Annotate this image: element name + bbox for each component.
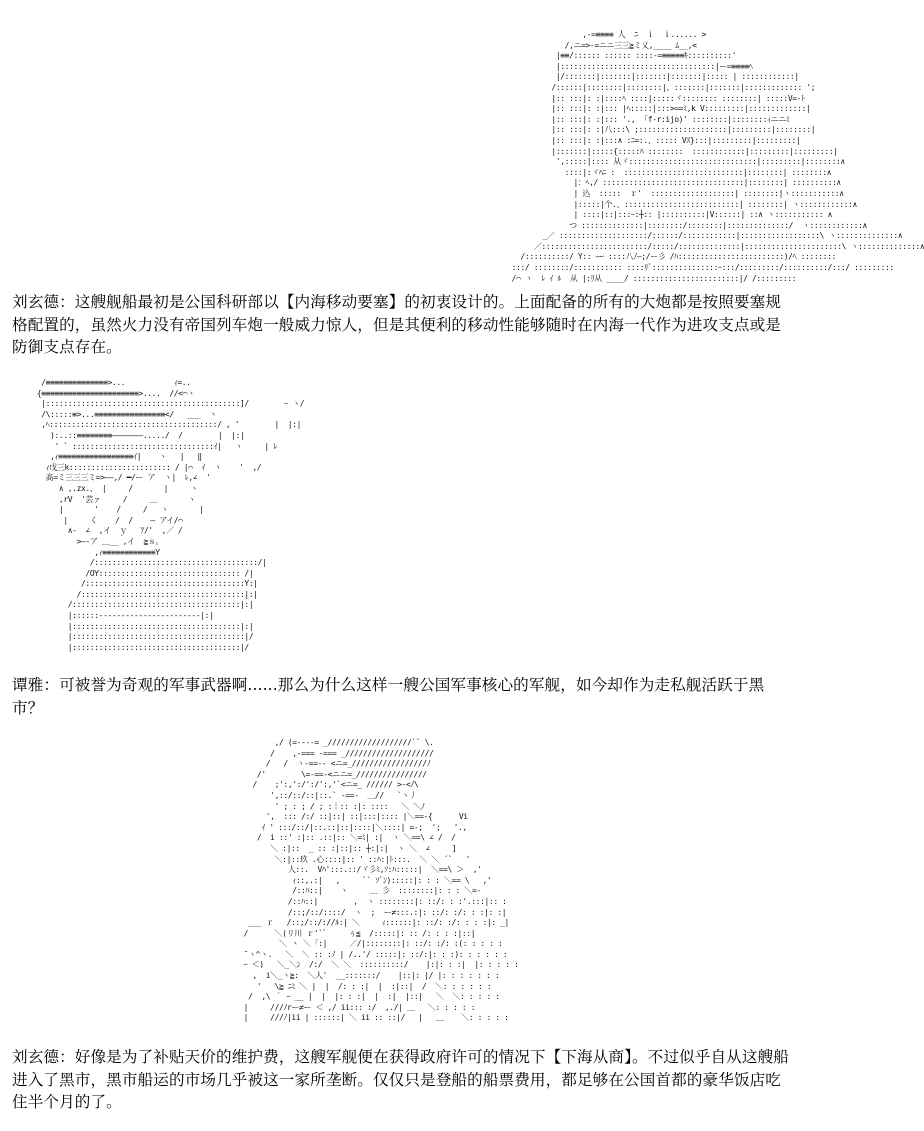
ascii-art-liu-xuande: ,-=≡≡≡≡ 人 ﾆ ｉ ｉ...... > /,ニ=>‐=ニニ三三≧ミ乂,____ ﾑ__,< |≡≡/:::::: :::::: ::::-=≡≡≡≡≡ｷ::::::::::' |:::::::::::::::::::::::::::::::::::|ー=≡≡≡≡ﾍ |/:::::::|:::::::|:::::::|:::::::|::::: | ::::::::::::| /::::::|::::::::|::::::::|、:::::::|:::::::|::::::::::::: '; |:: :::|: :|::::ﾍ ::::|:::::ヾ:::::::: ::::::::| :::::V=‐ﾄ |:: :::|: :|::: |ﾍ:::::|:::>==ﾐ,k V:::::::::|:::::::::::::| |:: :::|: :|::: '., ｢f-r:ijo)' ::::::::|::::::::ｨニニﾐ |:: :::|: :|八:::\ ;::::::::::::::::::::|:::::::::|::::::::| |:: :::|: :|:::∧ :ﾆ=:.、::::: Vｽ}:::|:::::::::|:::::::::| |:::::::|:::::{:::::ﾊ :::::::: ::::::::::::|:::::::::|:::::::::| ',:::::|:::: 从ヾ:::::::::::::::::::::::::::::|:::::::::|::::::::∧ ::::|:ヾﾊﾆ : :::::::::::::::::::::::::::|::::::::| ::::::::∧ |：ﾍ,/ ::::::::::::::::::::::::::::::::|::::::::| ::::::::::∧ | 込 ::::: ｒ' :::::::::::::::::::| ::::::::|ヽ:::::::::::∧ |:::::|个.、::::::::::::::::::::::::::| ::::::::| ヽ::::::::::::∧ | ::::|::|:::ｰ:┼:: |::::::::::|V::::::| ::∧ ヽ::::::::::: ∧ つ ::::::::::::::|::::::::/::::::::|::::::::::::::/ ヽ::::::::::::∧ _／ ::::::::::::::::::::/::::::/::::::::::::|::::::::::::::::::\ ヽ::::::::::::::∧ ／::::::::::::::::::::::::/:::::/::::::::::::::|::::::::::::::::::::::\ ヽ::::::::::::::∧ /::::::::::/ Y:: ―ｰ ::::八ﾉ―;/ー彡 /ﾊ::::::::::::::::::::::::)/ﾍ :::::::: :::/ ::::::::/::::::::::: ::::ﾘﾞ:::::::::::::::ｰ:::/:::::::::/::::::::::/:::/ ::::::::: /⌒ ヽ ﾚ ｲ ﾙ 从 |:ﾘ从 ____/ ::::::::::::::::::::::::|/ /::::::::: — [511, 30, 924, 283]
dialogue-line — [12, 674, 790, 719]
speaker-name: 刘玄德 — [12, 1048, 60, 1066]
dialogue-text: 好像是为了补贴天价的维护费，这艘军舰便在获得政府许可的情况下【下海从商】。不过似乎自从这艘船进入了黑市，黑市船运的市场几乎被这一家所垄断。仅仅只是登船的船票费用，都足够在公国首都的豪华饭店吃住半个月的了。 — [12, 1048, 789, 1111]
speaker-separator: ： — [59, 1048, 75, 1066]
speaker-name: 谭雅 — [12, 676, 44, 694]
dialogue-text: 可被誉为奇观的军事武器啊......那么为什么这样一艘公国军事核心的军舰，如今却作为走私舰活跃于黑市？ — [12, 676, 765, 717]
speaker-name: 刘玄德 — [12, 293, 60, 311]
ascii-art-liu-xuande-cap: ,/ (=----= _///////////////////`` \. / ,-=== -=== _//////////////////// / / ヽ-==-- <ニ=_/////////////////ﾉ /' \=-==-<ニニ=_//////////////// / ;':,':/':/':,'`<ニ=_ ////// >-<ﾉ\ ',::/::/::|::.` -==- ＿// `ヽ丿 ' ; : ; / ; :｜:: :|: :::: ＼ ＼ﾉ ', ::: /:/ ::|::| ::|:::|:::: |＼==-{ Vi ｲ ' :::/::/|::.::|::|::::|＼::::| =-; '; '., / i ::' :|:: .::|:: ＼=ﾐ| :| ヽ ＼==\ ∠ / / ＼ :|:: _ :: :|::|:: ┼:|:| ヽ ＼ ∠ ] ＼:|::玖 .心::::|:: ' ::ﾊ:|ﾄ:::. ＼ ＼ ´` ' 人::. Vﾊ':::.::/ヾ彡ﾐ,ｿ:ﾊ:::::| ＼==\ ＞ ,' ｨ::,.:| , `` ｿﾞﾝ):::::|: : : ＼== \ ,' /::ﾊ::| ヽ ＿ 彡 ::::::::|: : : ＼=- /::ﾊ::| , ヽ ::::::::|: ::/: : :'.:::|:: : /::;/::/::::/ ヽ ; ー≠:::.:|: ::/: :/: : :|: :| ___ ｒ /::;/::/://ﾙ:| ＼ ｨ::::::|: ::/: :/: : : :|: _| / ＼(リ川 ｒ'`ﾞ ぅ≦ /:::::|: :: /: : : :|::| ＼ ヽ ＼「:| ／/|::::::::|: ::/: :/: :(: : : : : ¯ヽ^ヽ. ＼ ＼ :: :ﾉ | /..'/ :::::|: ::/:|: : :): : : : : : ｰ ＜) ＼_＼ﾝ /:/ ＼ ＼ ::::::::::/ |:|: : :| |: : : : : , i＼_ヽ≧: ＼人' __:::::::/ |::|: |/ |: : : : : : : ' \≧ ﾆﾐ ＼ | | /: : :| | :|::| / ＼: : : : : : / ,\ ｀ ｰ __ | | |: : :| | :| |::| ＼ ＼: : : : : | ///ﾉrー≠ー ＜ ,/ ii::: :/ ,./| ＿ ＼: : : : : | ///ﾉ|ii | ::::::| ＼ ii :: ::|/ | ＿ ＼: : : : : — [243, 738, 519, 1023]
speaker-separator: ： — [59, 293, 75, 311]
speaker-separator: ： — [43, 676, 60, 694]
ascii-art-tanya: /≡≡≡≡≡≡≡≡≡≡≡≡≡≡>... ｨ=.. {≡≡≡≡≡≡≡≡≡≡≡≡≡≡≡≡≡≡≡≡≡≡>.... //<⌒ヽ |::::::::::::::::::::::::::::::::::::::::::::]/ ｰ ヽ/ /\:::::≡>...≡≡≡≡≡≡≡≡≡≡≡≡≡≡≡≡</ ___ ヽ ,ﾍ::::::::::::::::::::::::::::::::::::::/ , ' | |:| ):..::≡≡≡≡≡≡≡≡———————...../ / | |:| ' ` ::::::::::::::::::::::::::::::::ｲ| ヽ | ﾚ ,ｨ≡≡≡≡≡≡≡≡≡≡≡≡≡≡≡≡≡ｲ| ヽ | ‖ ｨ戊三k::::::::::::::::::::::: / |⌒ ｲ ヽ ' ,/ 髙=ミ三三三ミ=>――,/ ━/ー ア ヽ| ﾚ,∠ ' ∧ ,.zx.、 | / | ヽ ,rV '芸ァ / ＿ ヽ | ' / / ヽ | | く / / ― アイ/⌒ ∧- ∠ ,イ ｙ ｱ/' ,／ / >―-ア ＿__ ,イ ≧ｓ。 ,ｨ≡≡≡≡≡≡≡≡≡≡≡≡Y /:::::::::::::::::::::::::::::::::::::/| /OY:::::::::::::::::::::::::::::::: /| /::::::::::::::::::::::::::::::::::::Y:| /:::::::::::::::::::::::::::::::::::::|:| /::::::::::::::::::::::::::::::::::::::|:| |::::::‐‐‐‐‐‐‐‐‐‐‐‐‐‐‐‐‐‐‐‐‐‐‐|:| |::::::::::::::::::::::::::::::::::::::|:| |:::::::::::::::::::::::::::::::::::::::|/ |::::::::::::::::::::::::::::::::::::::|/ — [36, 378, 305, 652]
dialogue-line — [12, 291, 790, 359]
dialogue-text: 这艘舰船最初是公国科研部以【内海移动要塞】的初衷设计的。上面配备的所有的大炮都是按照要塞规格配置的，虽然火力没有帝国列车炮一般威力惊人，但是其便利的移动性能够随时在内海一代作为进攻支点或是防御支点存在。 — [12, 293, 782, 356]
dialogue-line — [12, 1046, 790, 1114]
